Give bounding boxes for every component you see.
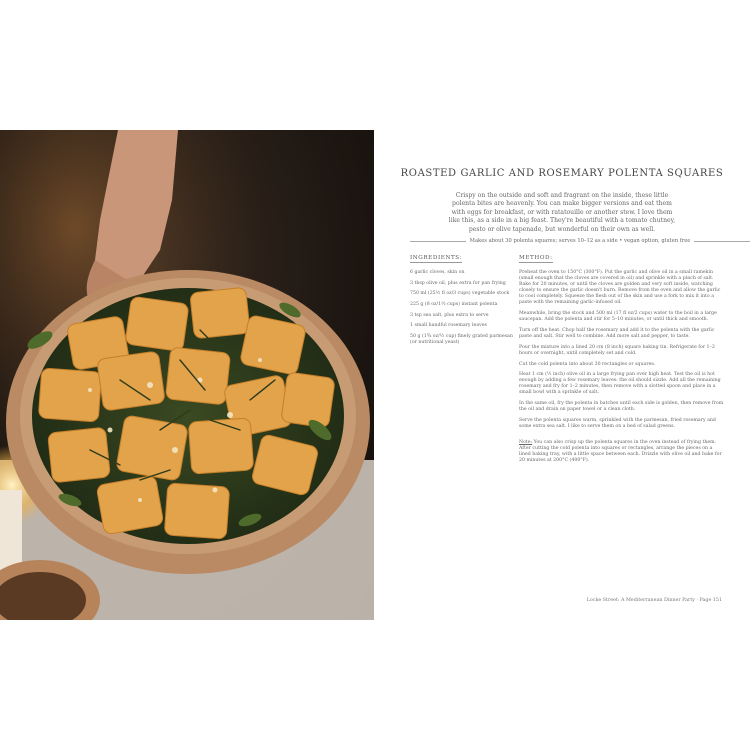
method-steps bbox=[519, 270, 725, 465]
ingredient-item: 3 tbsp olive oil, plus extra for pan frying bbox=[410, 280, 506, 286]
method-step: Meanwhile, bring the stock and 500 ml (17 fl oz/2 cups) water to the boil in a large saucepan. Add the polenta and stir for 5–10 minutes, or until thick and smooth. bbox=[519, 311, 717, 323]
recipe-note bbox=[519, 440, 725, 464]
method-step: Turn off the heat. Chop half the rosemary and add it to the polenta with the garlic paste and salt. Stir well to combine. Add more salt and pepper, to taste. bbox=[519, 327, 715, 340]
method-step: Pour the mixture into a lined 20 cm (8 inch) square baking tin. Refrigerate for 1–2 hours or overnight, until completely set and cold. bbox=[519, 344, 715, 356]
ingredient-item: 50 g (1¾ oz/½ cup) finely grated parmesan (or nutritional yeast) bbox=[410, 334, 513, 346]
makes-line bbox=[410, 236, 750, 246]
ingredients-list bbox=[410, 270, 514, 351]
method-step: Heat 1 cm (½ inch) olive oil in a large frying pan over high heat. Test the oil is hot enough by adding a few rosemary leaves: the oil should sizzle. Add all the remaining rosemary and fry for 1–2 minutes, then remove with a slotted spoon and place in a small bowl with a sprinkle of salt. bbox=[519, 372, 721, 396]
divider bbox=[694, 241, 750, 242]
page-footer: Locke Street: A Mediterranean Dinner Party · Page 151 bbox=[586, 598, 722, 603]
polenta-bowl-illustration bbox=[0, 130, 374, 620]
method-step: Serve the polenta squares warm, sprinkled with the parmesan, fried rosemary and some extra sea salt. I like to serve them on a bed of salad greens. bbox=[519, 417, 716, 430]
ingredient-item: 3 tsp sea salt, plus extra to serve bbox=[410, 312, 489, 318]
recipe-page bbox=[374, 130, 750, 620]
method-step: Preheat the oven to 150°C (300°F). Put the garlic and olive oil in a small ramekin (small enough that the cloves are covered in oil) and sprinkle with a pinch of salt. Bake for 20 minutes, or until the cloves are golden and very soft inside, watching closely to ensure the garlic doesn't burn. Remove from the oven and allow the garlic to cool completely. Squeeze the flesh out of the skin and use a fork to mix it into a paste with the remaining garlic-infused oil. bbox=[519, 270, 721, 306]
recipe-photo bbox=[0, 130, 374, 620]
ingredient-item: 225 g (8 oz/1½ cups) instant polenta bbox=[410, 302, 498, 308]
method-heading: METHOD: bbox=[519, 255, 553, 261]
method-step: In the same oil, fry the polenta in batches until each side is golden, then remove from the oil and drain on paper towel or a clean cloth. bbox=[519, 401, 724, 413]
method-step: Cut the cold polenta into about 30 rectangles or squares. bbox=[519, 361, 656, 367]
ingredient-item: 6 garlic cloves, skin on bbox=[410, 270, 465, 275]
recipe-title: ROASTED GARLIC AND ROSEMARY POLENTA SQUARES bbox=[400, 168, 724, 179]
makes-text: Makes about 30 polenta squares; serves 10–12 as a side • vegan option, gluten free bbox=[469, 238, 691, 244]
note-text: You can also crisp up the polenta squares in the oven instead of frying them. After cutting the cold polenta into squares or rectangles, arrange the pieces on a lined baking tray, with a little space between each. Drizzle with olive oil and bake for 20 minutes at 200°C (400°F). bbox=[519, 440, 722, 464]
ingredients-heading: INGREDIENTS: bbox=[410, 255, 463, 261]
note-label: Note: bbox=[519, 440, 533, 446]
ingredient-item: 1 small handful rosemary leaves bbox=[410, 323, 487, 329]
recipe-intro: Crispy on the outside and soft and fragrant on the inside, these little polenta bites are heavenly. You can make bigger versions and eat them with eggs for breakfast, or with ratatouille or another stew. I love them like this, as a side in a big feast. They're beautiful with a tomato chutney, pesto or olive tapenade, but wonderful on their own as well. bbox=[448, 192, 676, 233]
ingredient-item: 750 ml (25½ fl oz/3 cups) vegetable stock bbox=[410, 291, 510, 297]
divider bbox=[410, 241, 466, 242]
